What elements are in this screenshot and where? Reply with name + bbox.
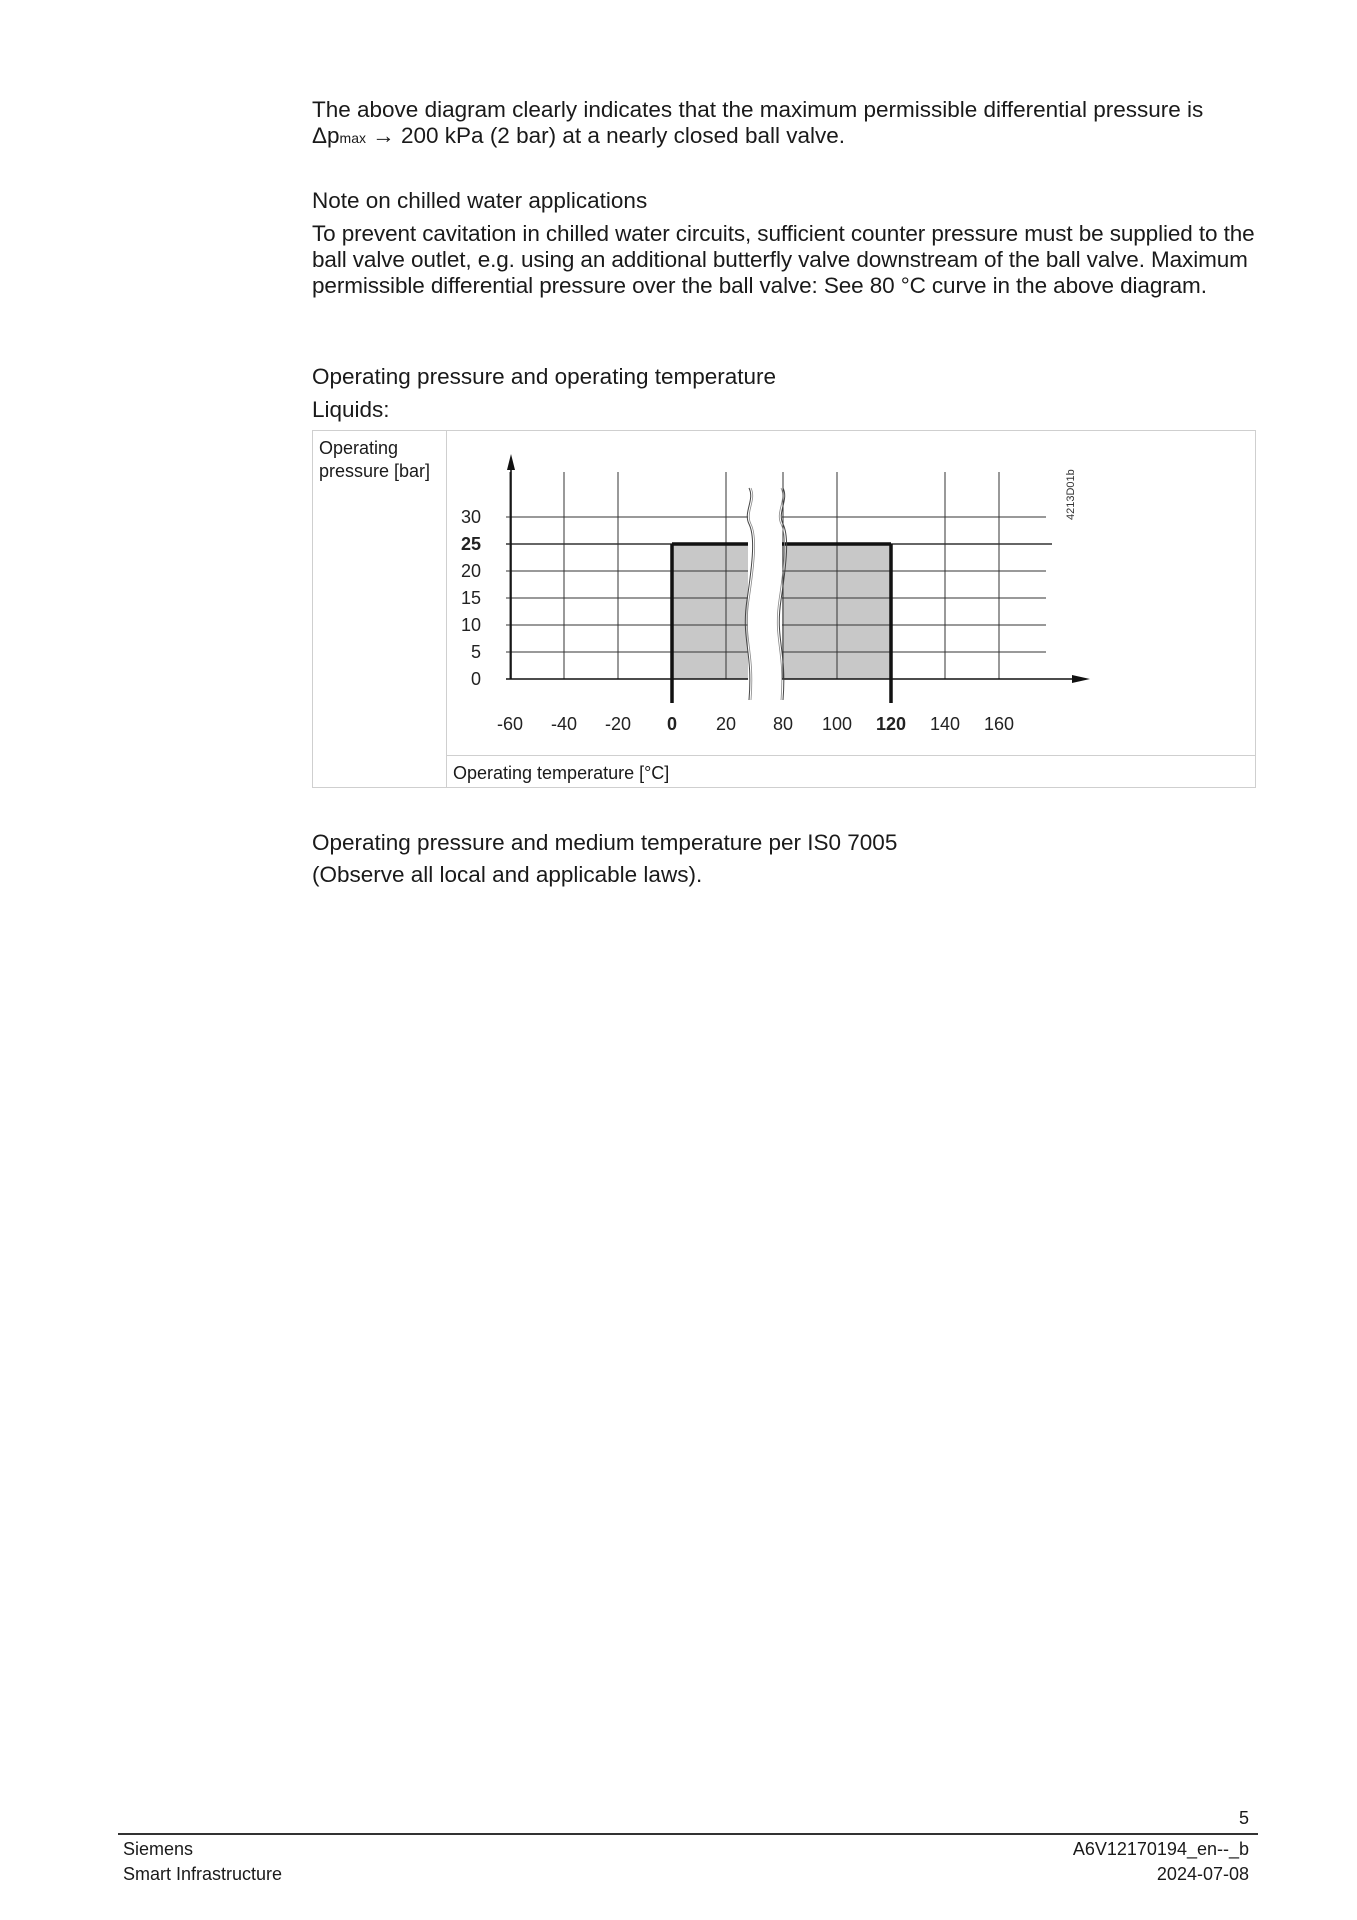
y-tick-label: 0 <box>470 669 481 689</box>
figure-code-annotation: 4213D01b <box>1065 469 1077 520</box>
x-tick-label: 160 <box>983 714 1015 734</box>
x-tick-label: 120 <box>875 714 907 734</box>
closing-line2: (Observe all local and applicable laws). <box>312 862 703 887</box>
para1-rest: → 200 kPa (2 bar) at a nearly closed ball valve. <box>366 123 845 148</box>
footer-division: Smart Infrastructure <box>123 1864 283 1884</box>
figure-ylabel: Operating pressure [bar] <box>319 438 431 481</box>
closing-line1: Operating pressure and medium temperature per IS0 7005 <box>312 830 898 855</box>
x-tick-label: 80 <box>772 714 794 734</box>
x-tick-label: -60 <box>496 714 524 734</box>
footer-divider <box>118 1833 1258 1835</box>
y-tick-label: 30 <box>460 507 481 527</box>
delta-p-subscript: max <box>339 130 366 146</box>
footer-company: Siemens <box>123 1839 194 1859</box>
x-axis-arrow <box>1072 675 1090 683</box>
footer-doc-id: A6V12170194_en--_b <box>1072 1839 1249 1859</box>
figure-xlabel: Operating temperature [°C] <box>453 763 670 783</box>
y-tick-label: 25 <box>460 534 481 554</box>
y-tick-label: 20 <box>460 561 481 581</box>
x-tick-label: 100 <box>821 714 853 734</box>
y-tick-label: 5 <box>470 642 481 662</box>
page-number: 5 <box>1238 1808 1249 1828</box>
x-tick-label: -40 <box>550 714 578 734</box>
section-heading: Operating pressure and operating temperature <box>312 364 777 389</box>
operating-region-left <box>672 544 748 679</box>
note-heading: Note on chilled water applications <box>312 188 648 213</box>
x-tick-label: -20 <box>604 714 632 734</box>
note-text: To prevent cavitation in chilled water circuits, sufficient counter pressure must be supplied to the ball valve outlet, e.g. using an additional butterfly valve downstream of the ball valve. Maximum permissible differential pressure over the ball valve: See 80 °C curve in the above diagram. <box>312 221 1255 298</box>
delta-p-symbol: Δp <box>312 123 340 148</box>
x-tick-label: 140 <box>929 714 961 734</box>
footer-date: 2024-07-08 <box>1156 1864 1249 1884</box>
liquids-label: Liquids: <box>312 397 390 422</box>
y-axis-arrow <box>507 454 515 470</box>
para1-line1: The above diagram clearly indicates that the maximum permissible differential pressure is <box>312 97 1204 122</box>
y-tick-label: 15 <box>460 588 481 608</box>
y-tick-label: 10 <box>460 615 481 635</box>
x-tick-label: 20 <box>715 714 737 734</box>
x-tick-label: 0 <box>666 714 678 734</box>
